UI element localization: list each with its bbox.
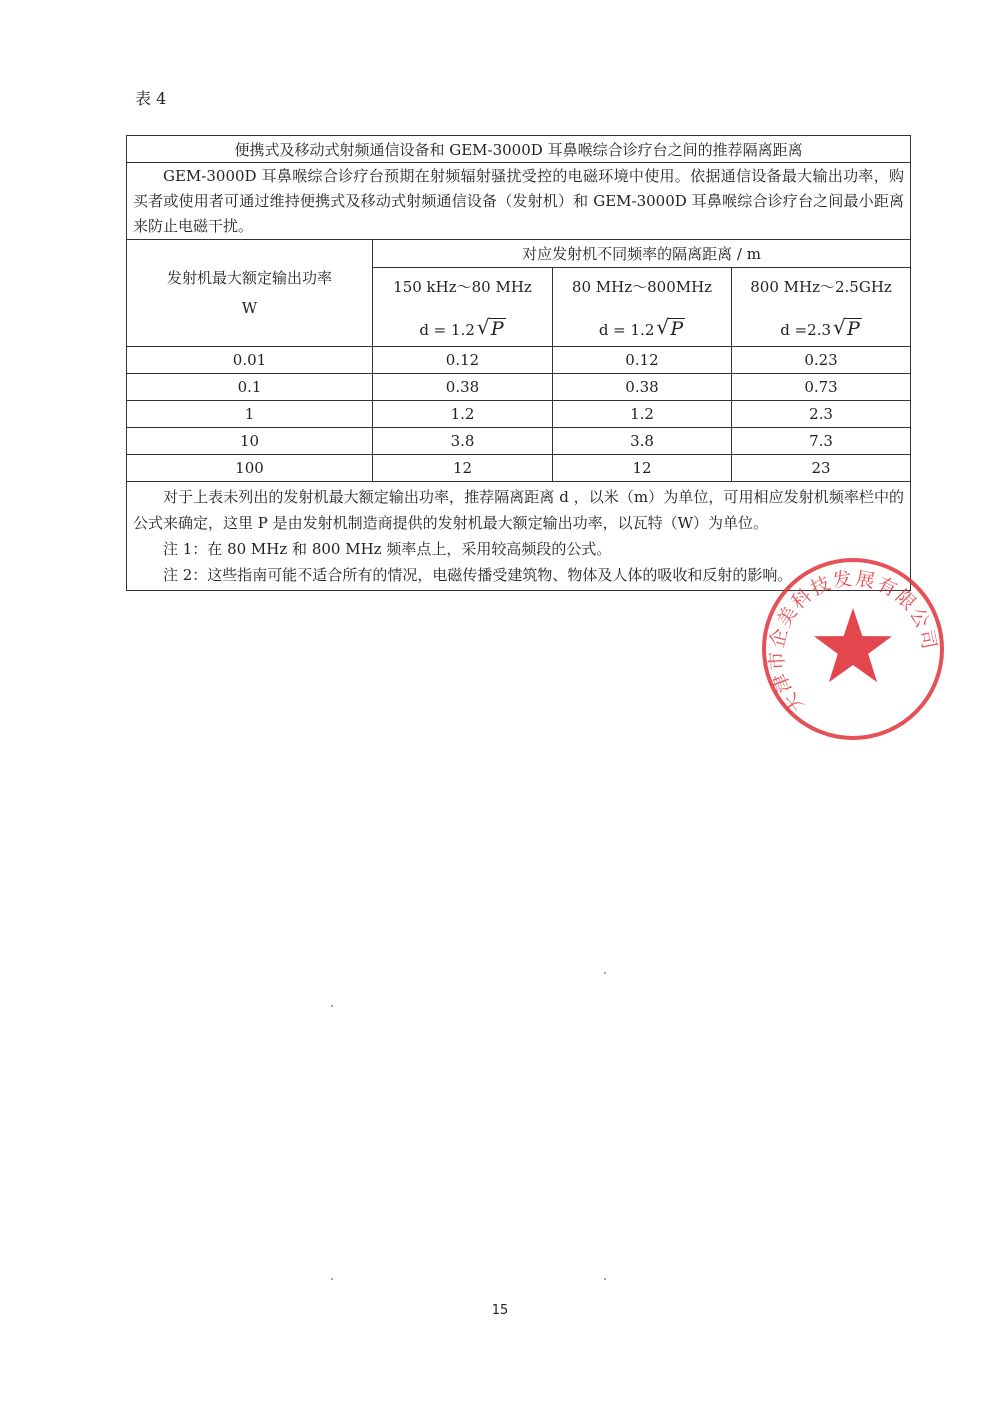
scan-speck — [604, 972, 606, 974]
distance-value: 0.12 — [373, 347, 553, 374]
power-value: 0.1 — [127, 374, 373, 401]
power-header: 发射机最大额定输出功率 — [166, 269, 332, 287]
band-label: 80 MHz～800MHz — [571, 277, 713, 296]
page-number: 15 — [491, 1303, 509, 1318]
table-number-label: 表 4 — [135, 89, 167, 108]
distance-header: 对应发射机不同频率的隔离距离 / m — [373, 240, 911, 268]
formula-prefix: d = 1.2 — [598, 320, 655, 339]
footnote-text: 对于上表未列出的发射机最大额定输出功率，推荐隔离距离 d ，以米（m）为单位，可用相应发射机频率栏中的公式来确定，这里 P 是由发射机制造商提供的发射机最大额定输出功率，以瓦特（W）为单位。 — [133, 488, 905, 532]
power-unit: W — [241, 299, 258, 317]
power-value: 0.01 — [127, 347, 373, 374]
distance-value: 1.2 — [373, 401, 553, 428]
distance-value: 3.8 — [553, 428, 732, 455]
band-formula — [732, 314, 910, 341]
power-value: 10 — [127, 428, 373, 455]
distance-value: 0.23 — [732, 347, 911, 374]
distance-value: 12 — [553, 455, 732, 482]
formula-variable: P — [670, 317, 684, 340]
separation-distance-table — [126, 135, 911, 591]
distance-value: 1.2 — [553, 401, 732, 428]
distance-value: 0.38 — [553, 374, 732, 401]
formula-variable: P — [490, 317, 504, 340]
scan-speck — [331, 1005, 333, 1007]
distance-value: 7.3 — [732, 428, 911, 455]
formula-variable: P — [847, 317, 860, 340]
table-row — [127, 455, 911, 482]
distance-value: 23 — [732, 455, 911, 482]
distance-value: 3.8 — [373, 428, 553, 455]
band-label: 150 kHz～80 MHz — [393, 277, 532, 296]
distance-value: 2.3 — [732, 401, 911, 428]
table-row — [127, 374, 911, 401]
square-root-sign: √ P — [833, 314, 860, 340]
table-row — [127, 401, 911, 428]
distance-value: 0.73 — [732, 374, 911, 401]
band-formula — [553, 314, 731, 341]
formula-prefix: d = 1.2 — [419, 320, 475, 339]
star-icon — [814, 608, 892, 682]
note-2: 注 2：这些指南可能不适合所有的情况，电磁传播受建筑物、物体及人体的吸收和反射的影响。 — [163, 566, 793, 584]
power-value: 100 — [127, 455, 373, 482]
band-header-2 — [553, 268, 732, 347]
square-root-sign: √ P — [476, 314, 504, 340]
distance-value: 0.12 — [553, 347, 732, 374]
scan-speck — [604, 1278, 606, 1280]
band-formula — [373, 314, 552, 341]
seal-text: 天津市企美科技发展有限公司 — [765, 567, 941, 718]
formula-prefix: d =2.3 — [780, 320, 832, 339]
table-intro: GEM-3000D 耳鼻喉综合诊疗台预期在射频辐射骚扰受控的电磁环境中使用。依据通信设备最大输出功率，购买者或使用者可通过维持便携式及移动式射频通信设备（发射机）和 GEM-3000D 耳鼻喉综合诊疗台之间最小距离来防止电磁干扰。 — [127, 163, 911, 240]
table-row — [127, 428, 911, 455]
band-header-3 — [732, 268, 911, 347]
table-title: 便携式及移动式射频通信设备和 GEM-3000D 耳鼻喉综合诊疗台之间的推荐隔离距离 — [127, 136, 911, 163]
table-row — [127, 347, 911, 374]
band-label: 800 MHz～2.5GHz — [750, 277, 892, 296]
band-header-1 — [373, 268, 553, 347]
company-seal-stamp — [760, 556, 946, 742]
note-1: 注 1：在 80 MHz 和 800 MHz 频率点上，采用较高频段的公式。 — [163, 540, 612, 558]
scan-speck — [331, 1278, 333, 1280]
distance-value: 12 — [373, 455, 553, 482]
power-value: 1 — [127, 401, 373, 428]
distance-value: 0.38 — [373, 374, 553, 401]
square-root-sign: √ P — [656, 314, 684, 340]
power-header-cell — [127, 240, 373, 347]
